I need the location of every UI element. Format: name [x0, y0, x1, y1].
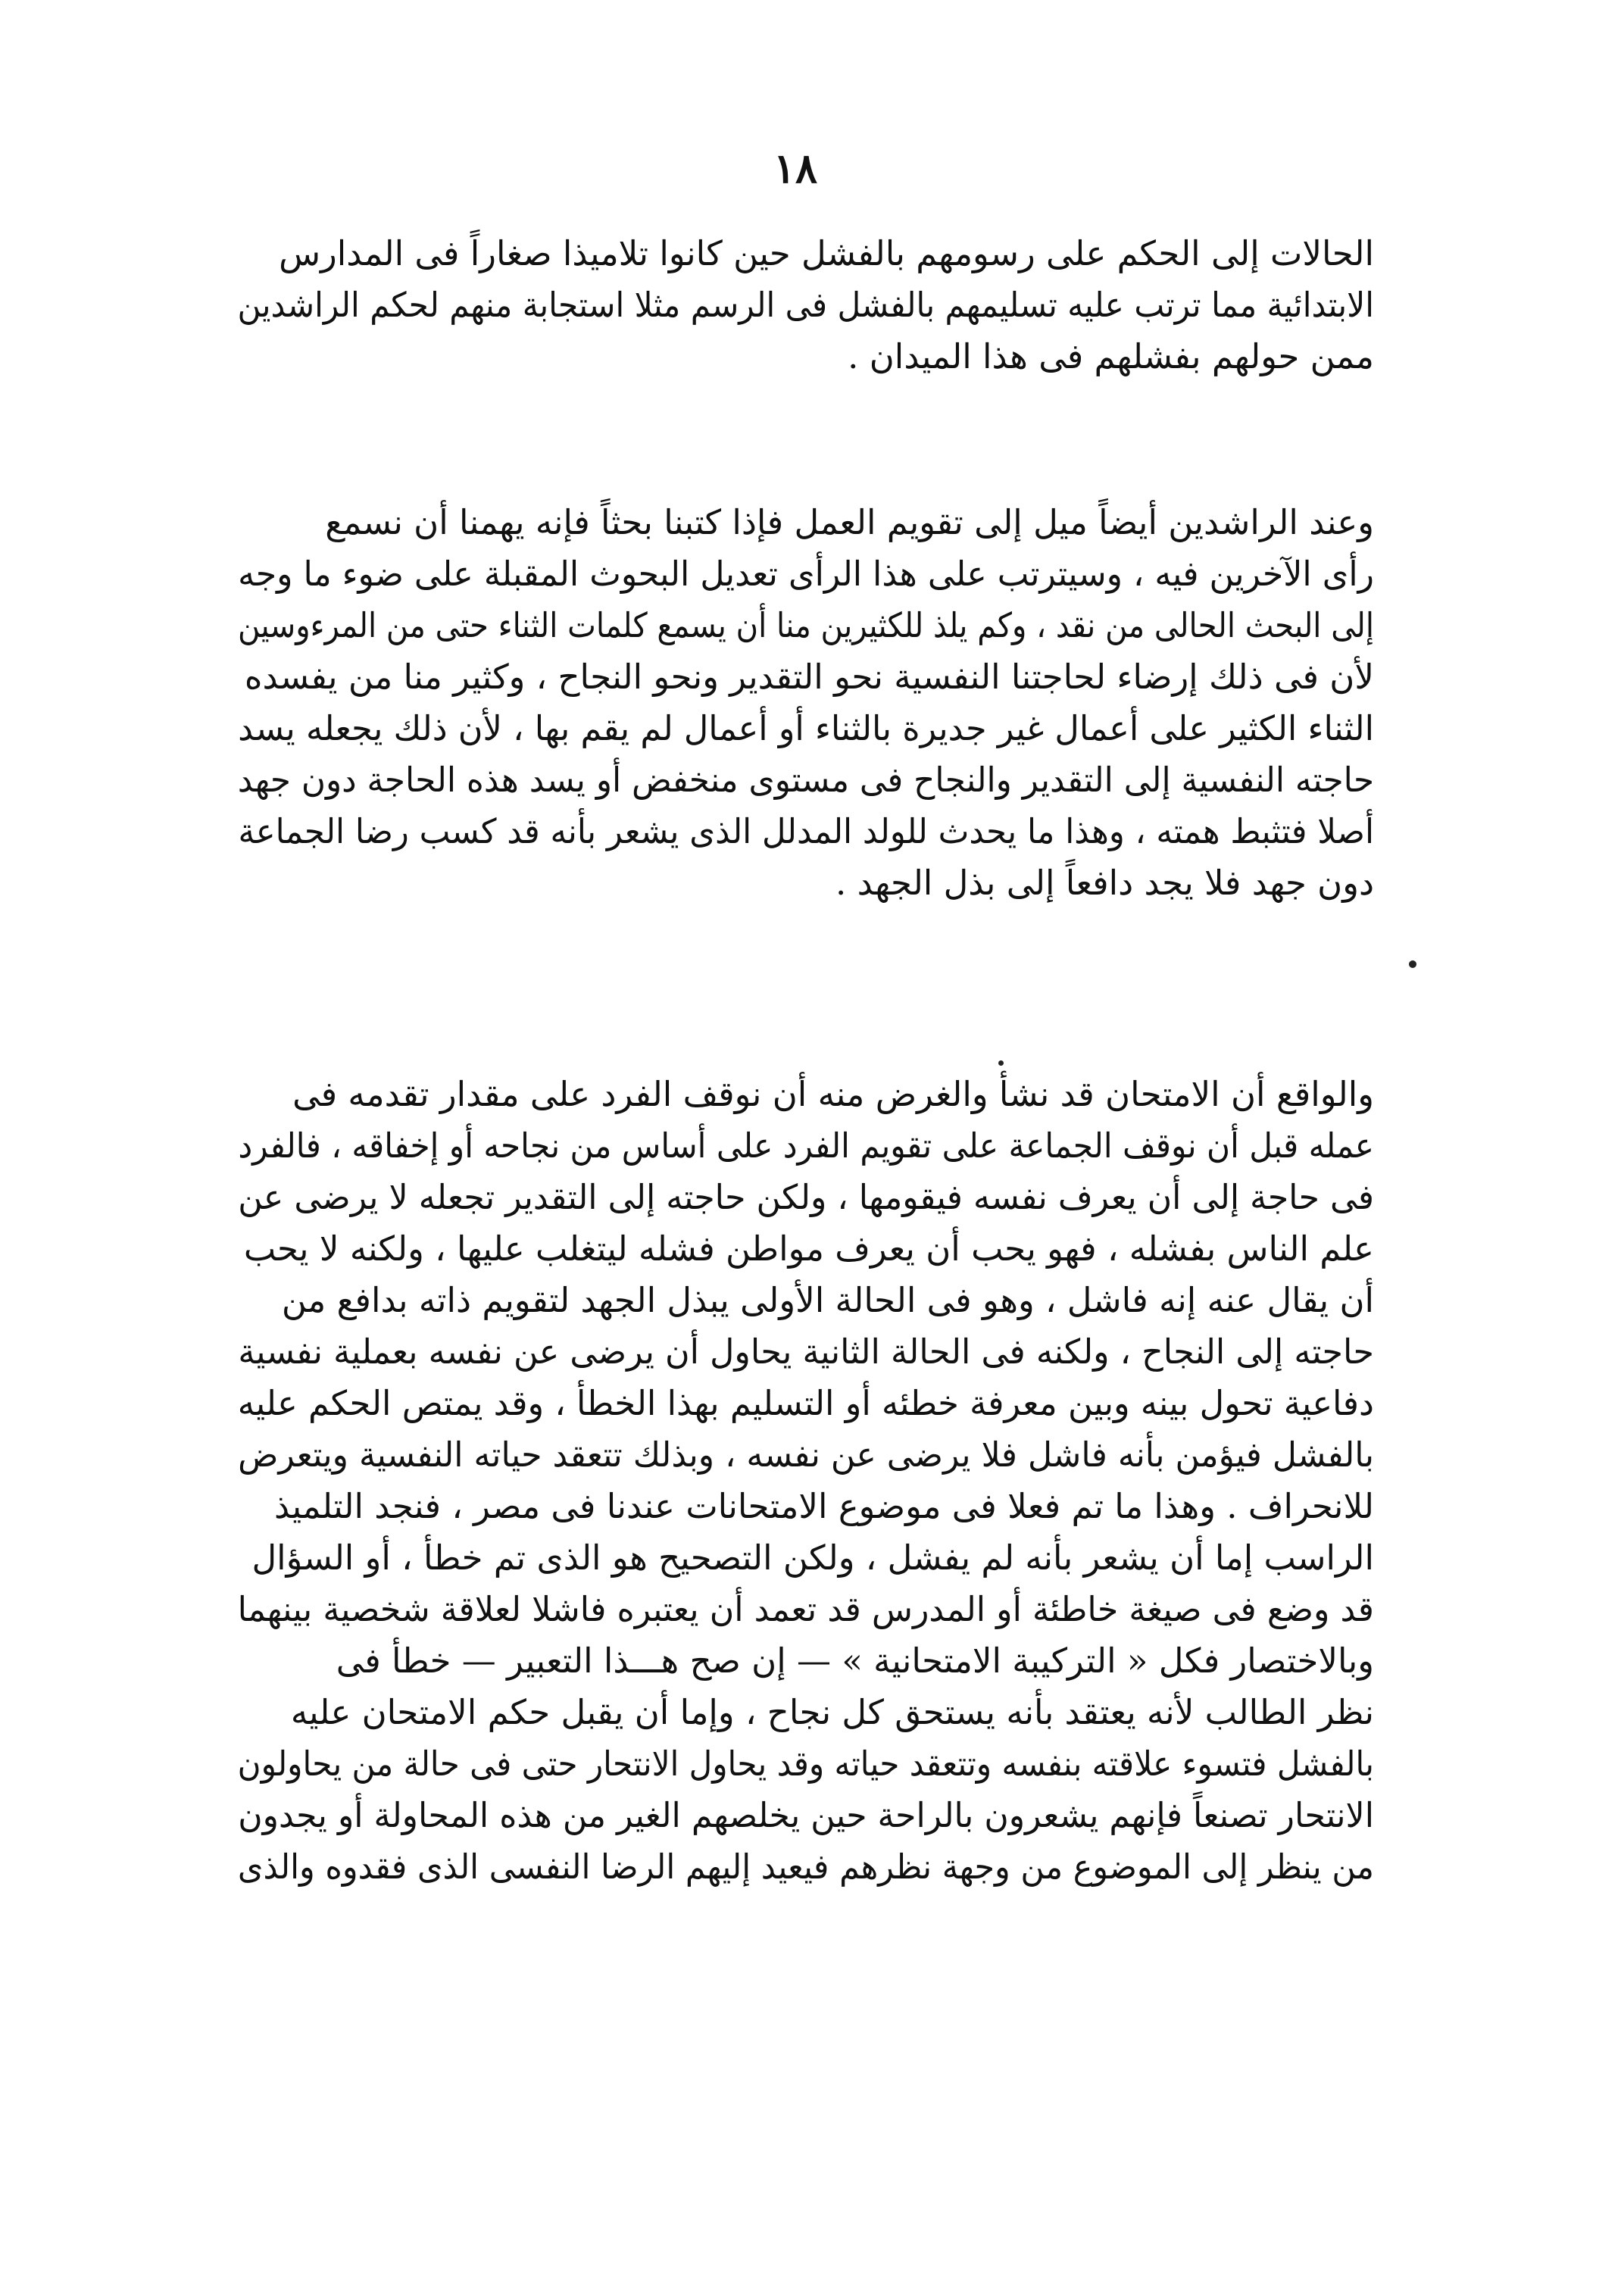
stray-ink-dot [998, 1060, 1004, 1066]
text-line: إلى البحث الحالى من نقد ، وكم يلذ للكثيرين منا أن يسمع كلمات الثناء حتى من المرءوسين [237, 605, 1375, 645]
text-line: بالفشل فيؤمن بأنه فاشل فلا يرضى عن نفسه ، وبذلك تتعقد حياته النفسية ويتعرض [238, 1435, 1375, 1475]
text-line: الراسب إما أن يشعر بأنه لم يفشل ، ولكن التصحيح هو الذى تم خطأ ، أو السؤال [251, 1538, 1374, 1578]
text-line: حاجته النفسية إلى التقدير والنجاح فى مستوى منخفض أو يسد هذه الحاجة دون جهد [237, 760, 1374, 800]
text-line: دون جهد فلا يجد دافعاً إلى بذل الجهد . [835, 863, 1374, 903]
page-number: ١٨ [773, 144, 817, 192]
text-line: وبالاختصار فكل « التركيبة الامتحانية » — إن صح هـــذا التعبير — خطأ فى [336, 1641, 1374, 1681]
text-line: الابتدائية مما ترتب عليه تسليمهم بالفشل فى الرسم مثلا استجابة منهم لحكم الراشدين [237, 285, 1375, 325]
text-line: الانتحار تصنعاً فإنهم يشعرون بالراحة حين يخلصهم الغير من هذه المحاولة أو يجدون [238, 1795, 1374, 1835]
text-line: حاجته إلى النجاح ، ولكنه فى الحالة الثانية يحاول أن يرضى عن نفسه بعملية نفسية [238, 1332, 1374, 1372]
text-line: من ينظر إلى الموضوع من وجهة نظرهم فيعيد إليهم الرضا النفسى الذى فقدوه والذى [237, 1847, 1375, 1887]
text-line: وعند الراشدين أيضاً ميل إلى تقويم العمل فإذا كتبنا بحثاً فإنه يهمنا أن نسمع [325, 502, 1374, 542]
text-line: رأى الآخرين فيه ، وسيترتب على هذا الرأى تعديل البحوث المقبلة على ضوء ما وجه [238, 554, 1374, 594]
text-line: أصلا فتثبط همته ، وهذا ما يحدث للولد المدلل الذى يشعر بأنه قد كسب رضا الجماعة [238, 811, 1375, 851]
text-line: قد وضع فى صيغة خاطئة أو المدرس قد تعمد أن يعتبره فاشلا لعلاقة شخصية بينهما [237, 1589, 1375, 1629]
text-line: بالفشل فتسوء علاقته بنفسه وتتعقد حياته وقد يحاول الانتحار حتى فى حالة من يحاولون [237, 1744, 1374, 1784]
text-line: عمله قبل أن نوقف الجماعة على تقويم الفرد على أساس من نجاحه أو إخفاقه ، فالفرد [238, 1126, 1374, 1166]
text-line: ممن حولهم بفشلهم فى هذا الميدان . [848, 336, 1374, 376]
text-line: الحالات إلى الحكم على رسومهم بالفشل حين كانوا تلاميذا صغاراً فى المدارس [279, 233, 1374, 273]
text-line: دفاعية تحول بينه وبين معرفة خطئه أو التسليم بهذا الخطأ ، وقد يمتص الحكم عليه [237, 1383, 1374, 1423]
text-line: فى حاجة إلى أن يعرف نفسه فيقومها ، ولكن حاجته إلى التقدير تجعله لا يرضى عن [238, 1177, 1375, 1217]
text-line: علم الناس بفشله ، فهو يحب أن يعرف مواطن فشله ليتغلب عليها ، ولكنه لا يحب [243, 1229, 1374, 1269]
stray-ink-dot [1409, 960, 1416, 968]
text-line: نظر الطالب لأنه يعتقد بأنه يستحق كل نجاح ، وإما أن يقبل حكم الامتحان عليه [290, 1692, 1374, 1732]
text-line: الثناء الكثير على أعمال غير جديرة بالثناء أو أعمال لم يقم بها ، لأن ذلك يجعله يسد [238, 708, 1374, 748]
text-line: للانحراف . وهذا ما تم فعلا فى موضوع الامتحانات عندنا فى مصر ، فنجد التلميذ [274, 1486, 1374, 1526]
text-line: أن يقال عنه إنه فاشل ، وهو فى الحالة الأولى يبذل الجهد لتقويم ذاته بدافع من [281, 1280, 1374, 1320]
text-line: والواقع أن الامتحان قد نشأ والغرض منه أن نوقف الفرد على مقدار تقدمه فى [292, 1074, 1374, 1114]
text-line: لأن فى ذلك إرضاء لحاجتنا النفسية نحو التقدير ونحو النجاح ، وكثير منا من يفسده [244, 657, 1374, 697]
